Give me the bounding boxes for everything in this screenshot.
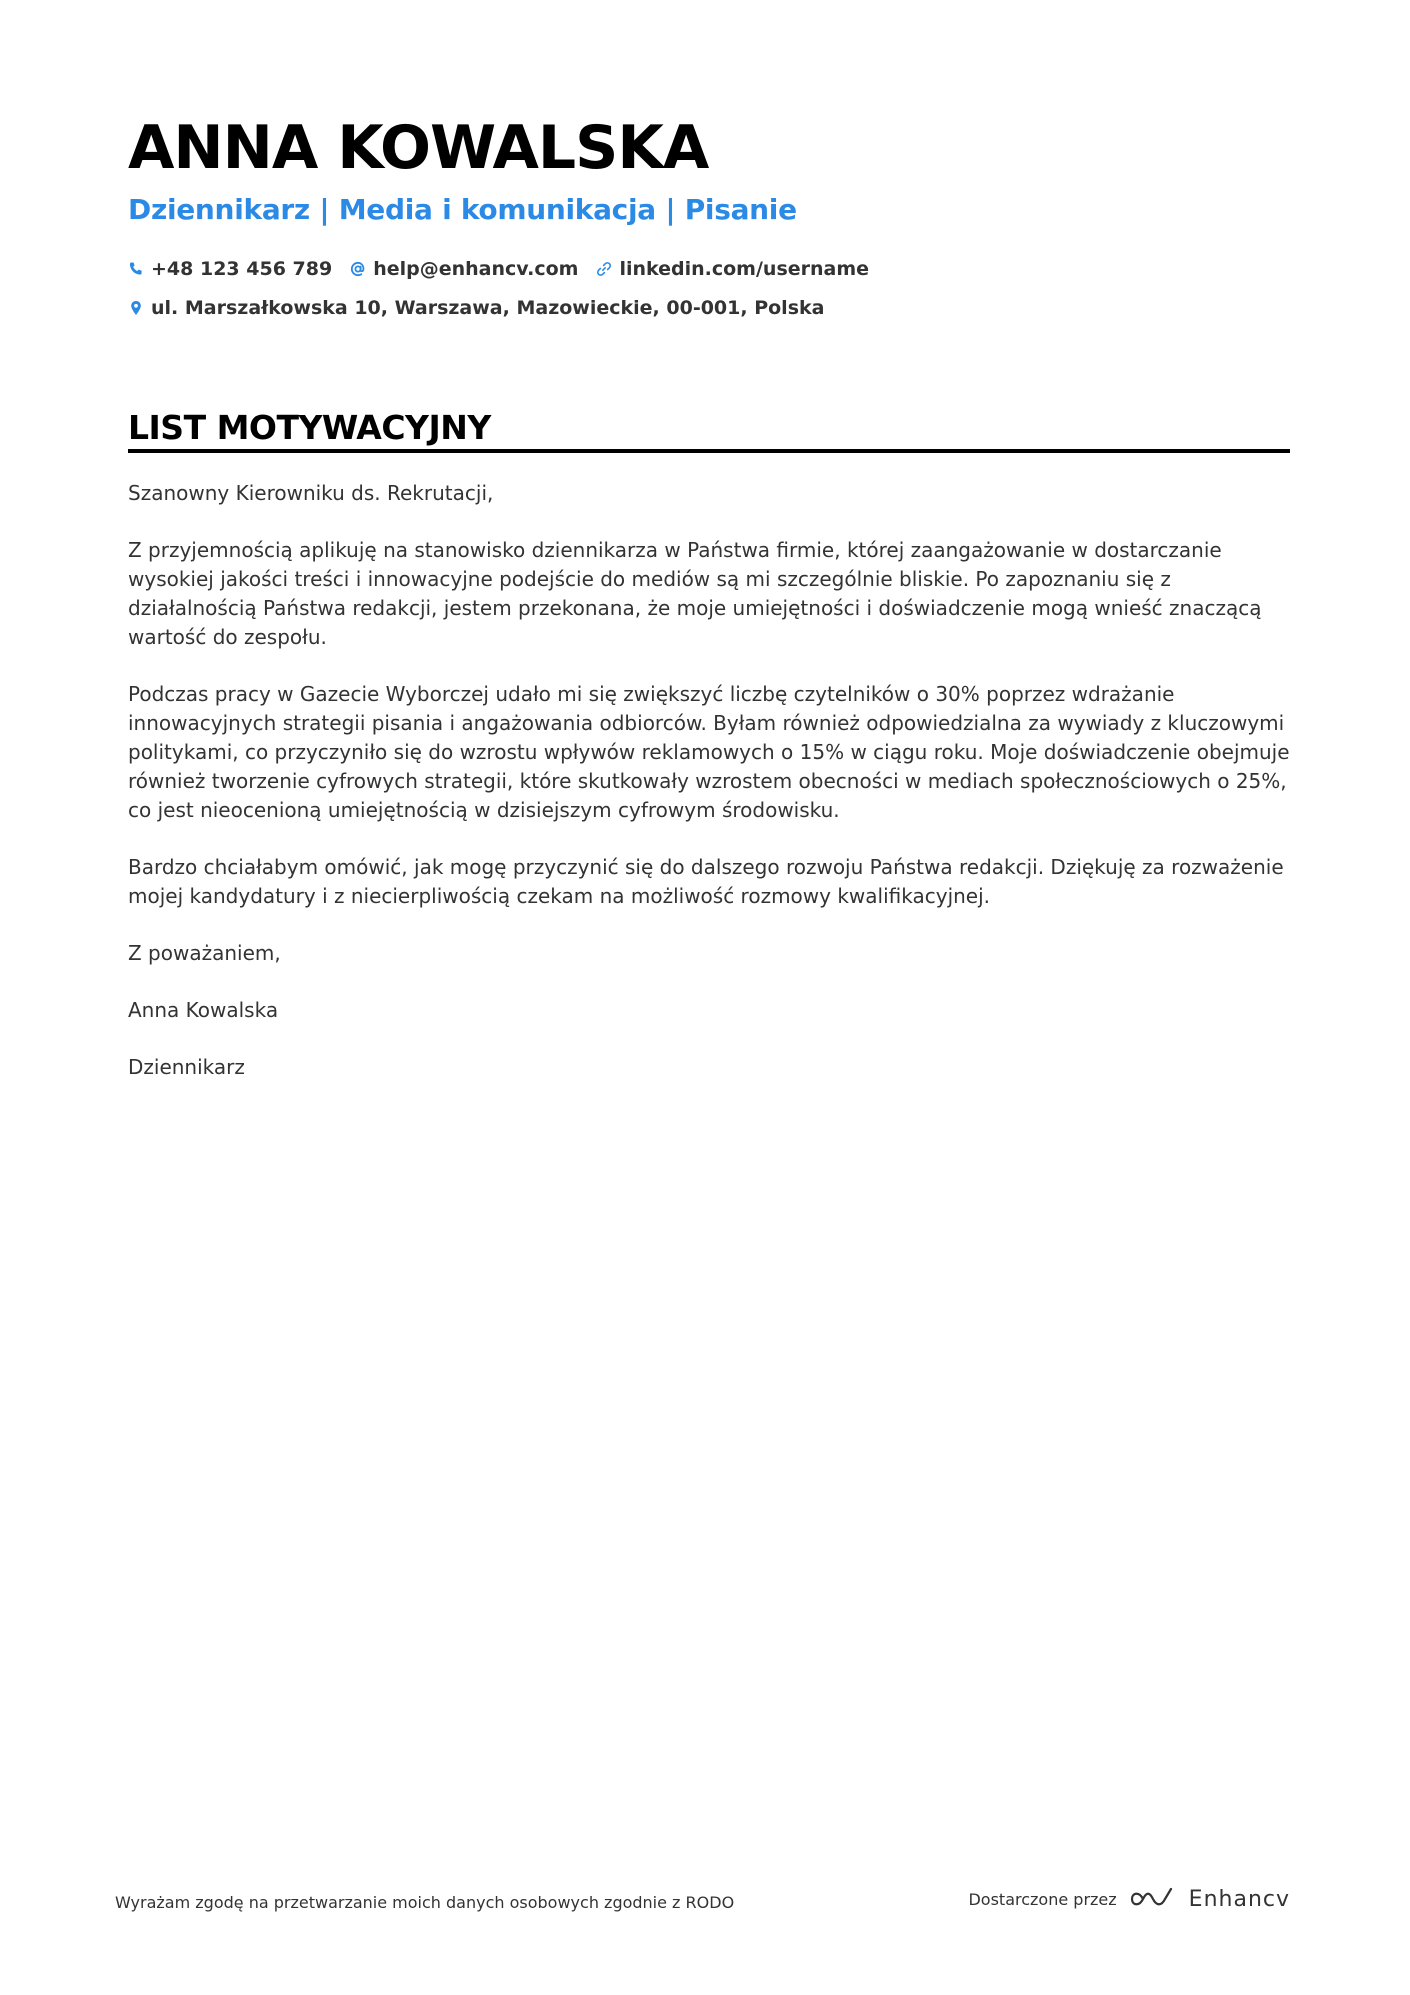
signature-title: Dziennikarz [128, 1055, 245, 1079]
gdpr-consent: Wyrażam zgodę na przetwarzanie moich danych osobowych zgodnie z RODO [115, 1893, 735, 1912]
paragraph-1: Z przyjemnością aplikuję na stanowisko dziennikarza w Państwa firmie, której zaangażowanie w dostarczanie wysokiej jakości treści i innowacyjne podejście do mediów są mi szczególnie bliskie. Po zapoznaniu się z działalnością Państwa redakcji, jestem przekonana, że moje umiejętności i doświadczenie mogą wnieść znaczącą wartość do zespołu. [128, 538, 1262, 649]
contact-row-primary [128, 254, 887, 284]
salutation: Szanowny Kierowniku ds. Rekrutacji, [128, 481, 494, 505]
candidate-headline: Dziennikarz | Media i komunikacja | Pisanie [128, 193, 797, 226]
candidate-name: ANNA KOWALSKA [128, 113, 709, 183]
closing: Z poważaniem, [128, 941, 281, 965]
section-title: LIST MOTYWACYJNY [128, 408, 491, 447]
email-text: help@enhancv.com [373, 258, 579, 280]
contact-address [128, 297, 824, 319]
contact-linkedin[interactable] [596, 258, 869, 280]
at-icon [350, 261, 366, 277]
location-pin-icon [128, 300, 144, 316]
link-icon [596, 261, 612, 277]
powered-by-label: Dostarczone przez [968, 1889, 1117, 1909]
phone-text: +48 123 456 789 [151, 258, 333, 280]
paragraph-2: Podczas pracy w Gazecie Wyborczej udało mi się zwiększyć liczbę czytelników o 30% poprzez wdrażanie innowacyjnych strategii pisania i angażowania odbiorców. Byłam również odpowiedzialna za wywiady z kluczowymi politykami, co przyczyniło się do wzrostu wpływów reklamowych o 15% w ciągu roku. Moje doświadczenie obejmuje również tworzenie cyfrowych strategii, które skutkowały wzrostem obecności w mediach społecznościowych o 25%, co jest nieocenioną umiejętnością w dzisiejszym cyfrowym środowisku. [128, 682, 1290, 822]
contact-phone [128, 258, 332, 280]
paragraph-3: Bardzo chciałabym omówić, jak mogę przyczynić się do dalszego rozwoju Państwa redakcji. Dziękuję za rozważenie mojej kandydatury i z niecierpliwością czekam na możliwość rozmowy kwalifikacyjnej. [128, 855, 1284, 908]
letter-body [128, 479, 1298, 1110]
section-divider [128, 449, 1290, 453]
signature-name: Anna Kowalska [128, 998, 279, 1022]
powered-by[interactable] [968, 1885, 1290, 1913]
phone-icon [128, 261, 144, 277]
brand-name: Enhancv [1188, 1886, 1290, 1912]
linkedin-text: linkedin.com/username [619, 258, 870, 280]
address-text: ul. Marszałkowska 10, Warszawa, Mazowieckie, 00-001, Polska [151, 297, 825, 319]
enhancv-logo-icon [1129, 1885, 1177, 1913]
contact-row-address [128, 293, 842, 323]
contact-email[interactable] [350, 258, 578, 280]
